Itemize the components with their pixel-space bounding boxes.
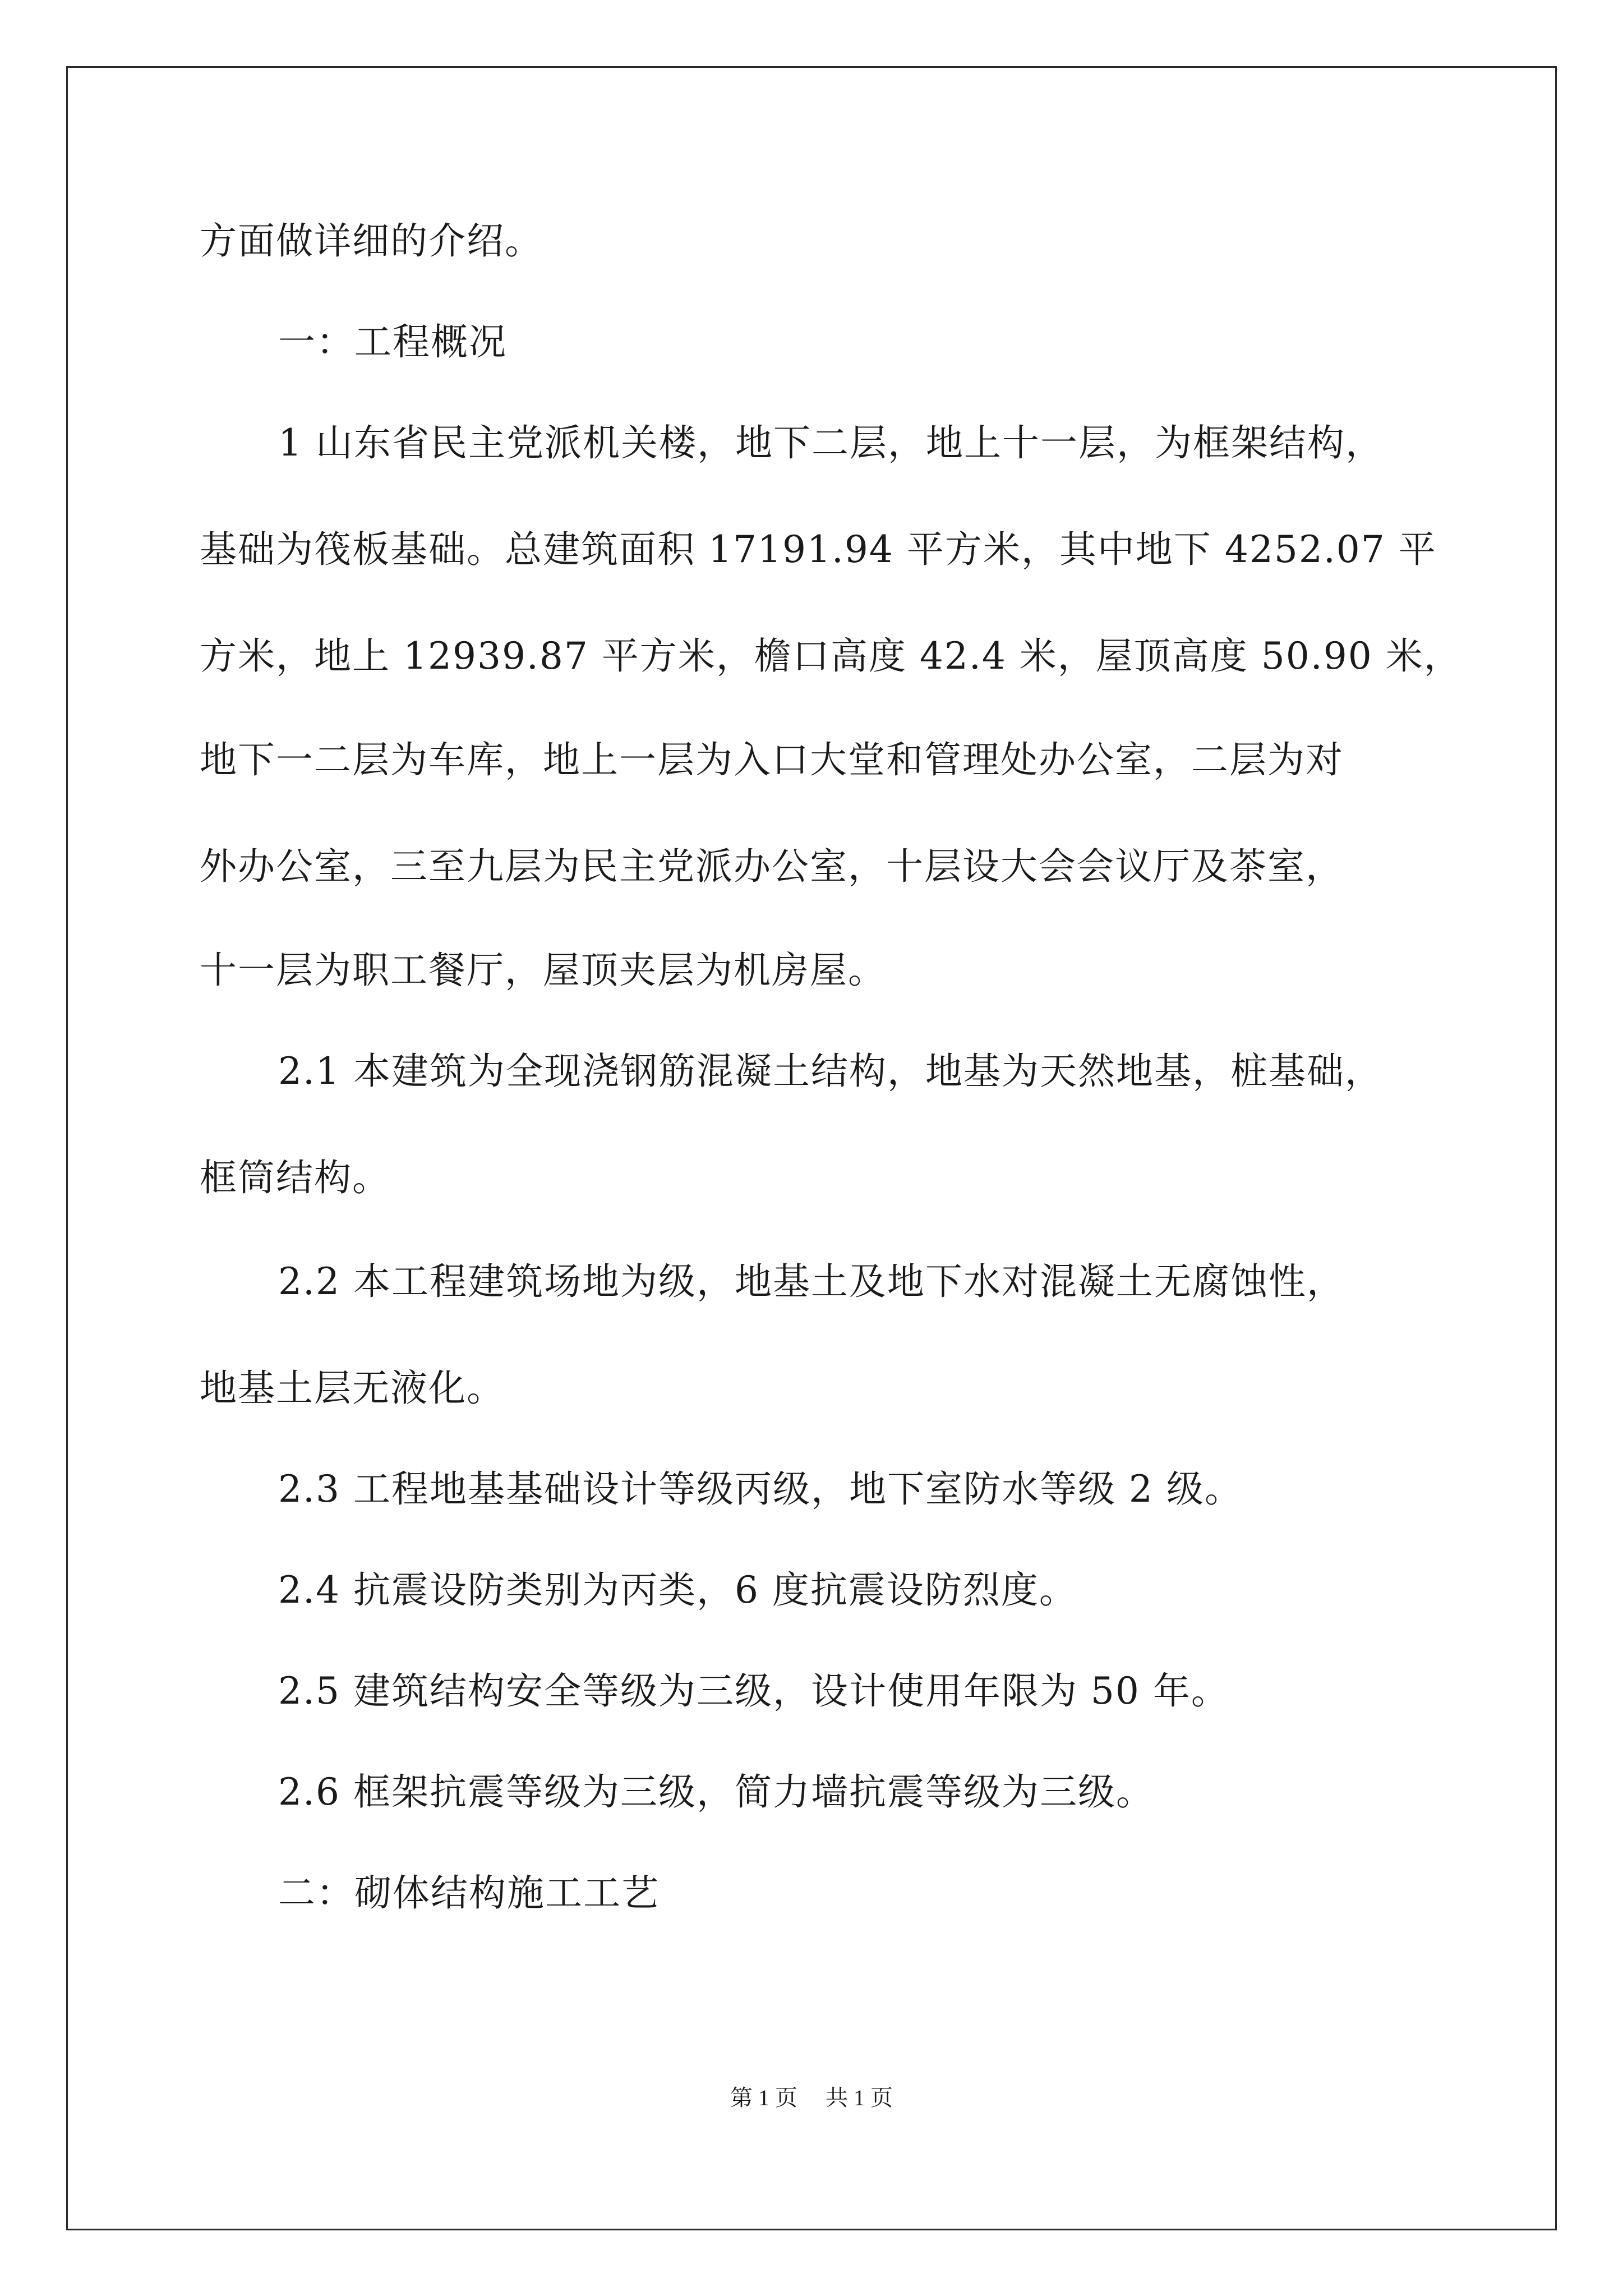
text-line: 基础为筏板基础。总建筑面积 17191.94 平方米，其中地下 4252.07 平: [200, 528, 1437, 571]
page-total: 共 1 页: [826, 2085, 893, 2110]
text-line: 框筒结构。: [200, 1156, 390, 1199]
page-number: 第 1 页: [730, 2085, 797, 2110]
text-line: 2.1 本建筑为全现浇钢筋混凝土结构，地基为天然地基，桩基础，: [278, 1050, 1383, 1093]
text-line: 外办公室，三至九层为民主党派办公室，十层设大会会议厅及茶室，: [200, 845, 1344, 888]
section-heading: 一：工程概况: [278, 320, 507, 364]
text-line: 1 山东省民主党派机关楼，地下二层，地上十一层，为框架结构，: [278, 421, 1384, 464]
text-line: 方面做详细的介绍。: [200, 219, 543, 263]
section-heading: 二：砌体结构施工工艺: [278, 1871, 660, 1915]
text-line: 地下一二层为车库，地上一层为入口大堂和管理处办公室，二层为对: [200, 738, 1344, 781]
text-line: 地基土层无液化。: [200, 1366, 505, 1410]
text-line: 2.5 建筑结构安全等级为三级，设计使用年限为 50 年。: [278, 1669, 1229, 1713]
text-line: 十一层为职工餐厅，屋顶夹层为机房屋。: [200, 949, 886, 992]
text-line: 2.6 框架抗震等级为三级，简力墙抗震等级为三级。: [278, 1770, 1154, 1814]
text-line: 方米，地上 12939.87 平方米，檐口高度 42.4 米，屋顶高度 50.90 米，: [200, 634, 1462, 678]
text-line: 2.4 抗震设防类别为丙类，6 度抗震设防烈度。: [278, 1568, 1077, 1612]
text-line: 2.3 工程地基基础设计等级丙级，地下室防水等级 2 级。: [278, 1467, 1243, 1511]
text-line: 2.2 本工程建筑场地为级，地基土及地下水对混凝土无腐蚀性，: [278, 1260, 1345, 1303]
page-footer: [0, 2082, 1623, 2114]
